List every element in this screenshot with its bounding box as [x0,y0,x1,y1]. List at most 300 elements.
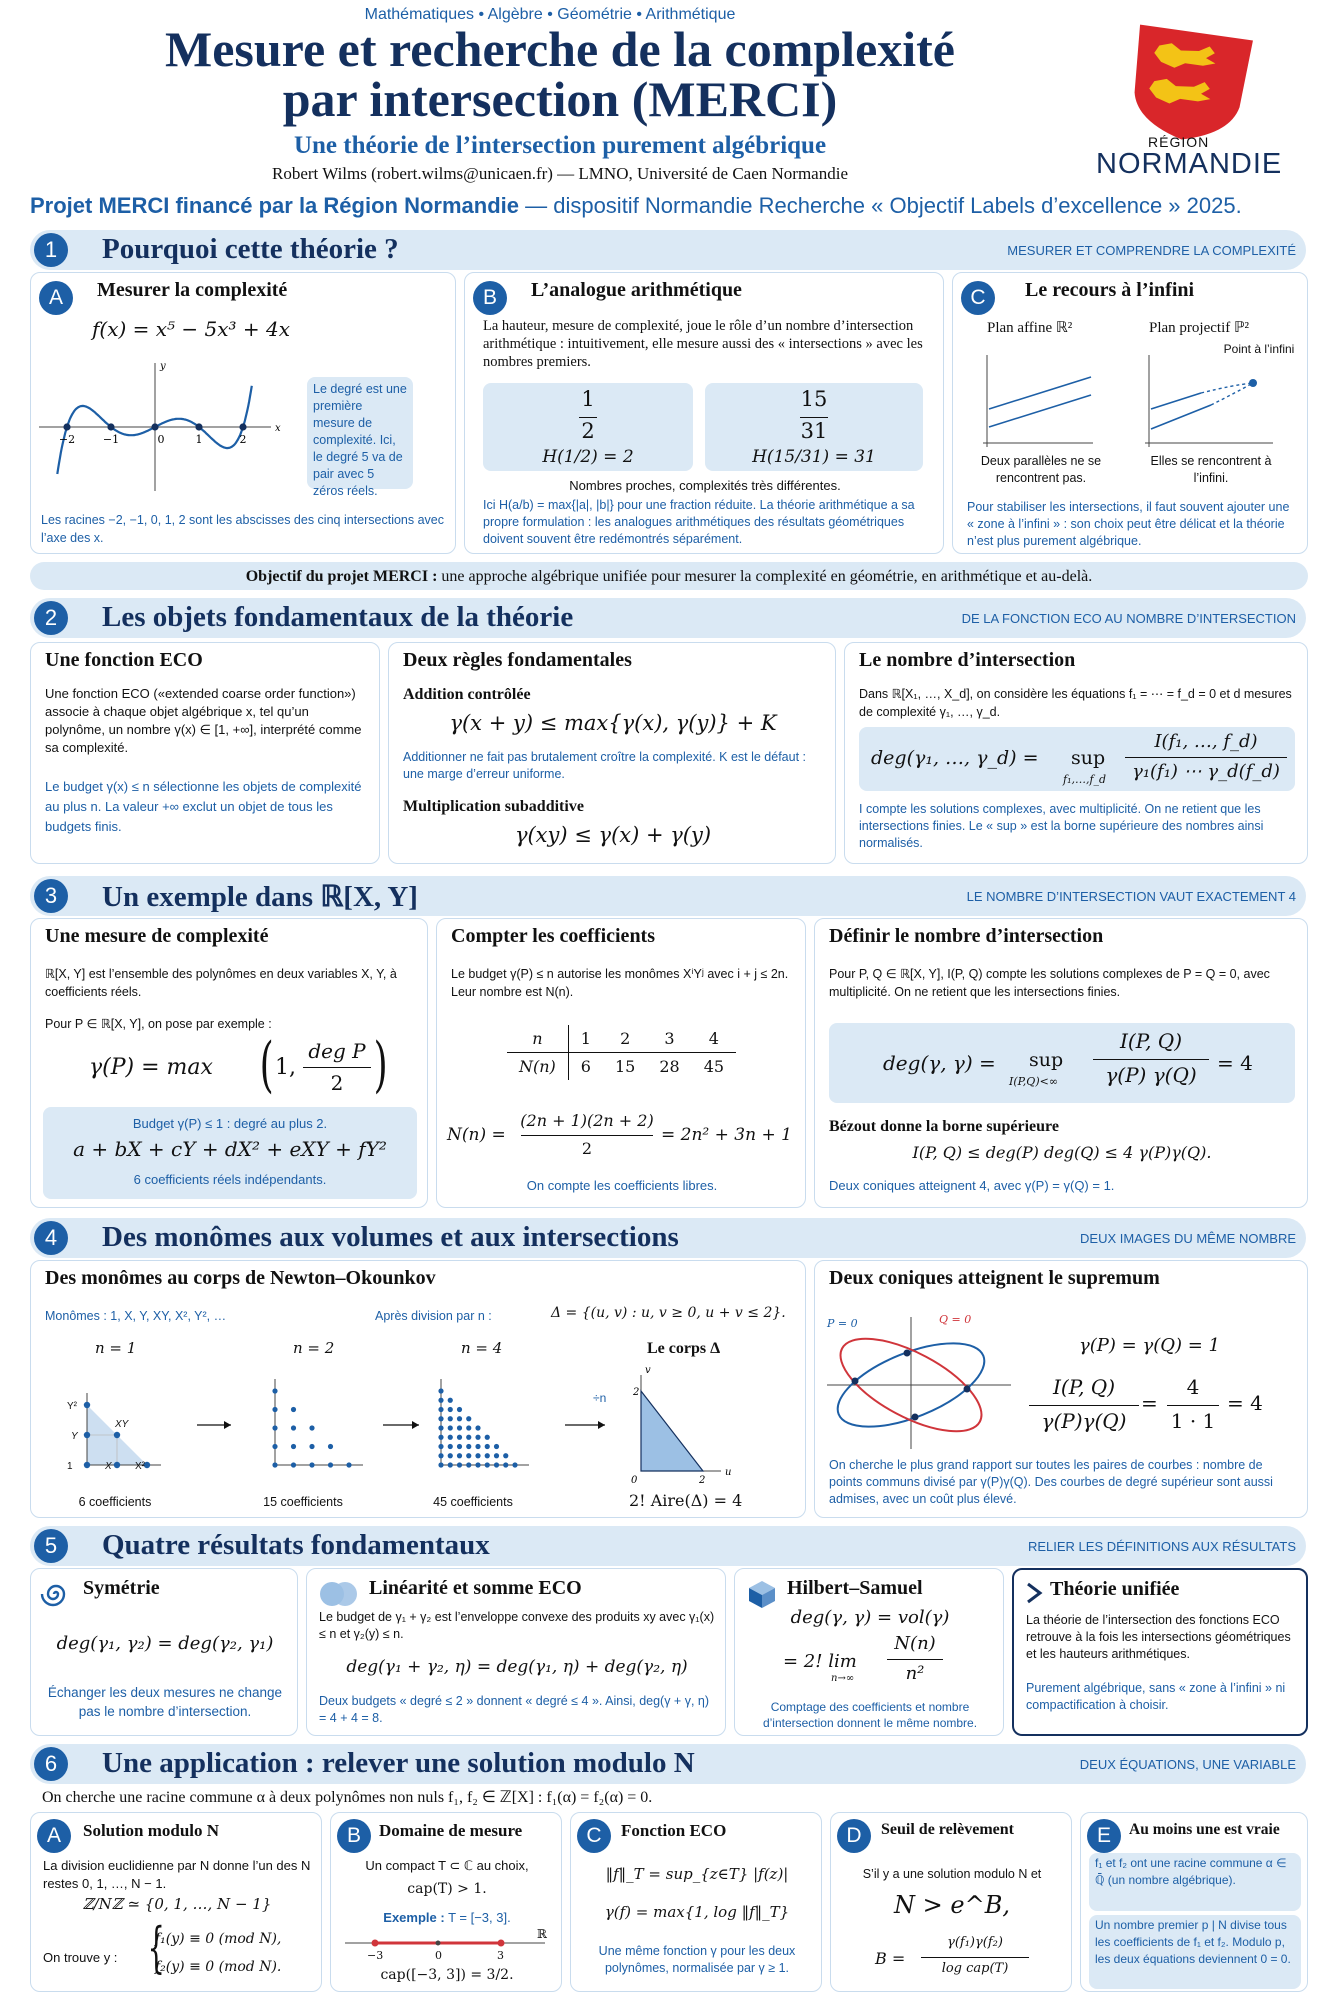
box-hilbert-samuel [734,1568,1004,1736]
fraction-bar [521,1135,653,1136]
lab-1: 1 [67,1461,73,1472]
n4-monomial-dot [438,1407,443,1412]
equals-sign: = [1141,1391,1158,1415]
table-cell: n [507,1025,568,1053]
n2-monomial-dot [291,1425,296,1430]
badge: C [577,1819,611,1853]
n4-monomial-dot [503,1453,508,1458]
arrow-head [412,1421,419,1429]
point-at-infinity-label: Point à l’infini [1223,342,1295,356]
root-tick-label: 1 [195,433,203,446]
ratio-den-2: 1 · 1 [1170,1409,1216,1433]
table-cell: 1 [568,1025,603,1053]
fraction-1-den: 2 [581,419,595,443]
fraction-1-num: 1 [581,387,595,411]
label-n1: n = 1 [95,1339,137,1357]
unified-caption: Purement algébrique, sans « zone à l’infini » ni compactification à choisir. [1026,1681,1286,1712]
section-number: 3 [34,879,68,913]
formula-lhs: deg(γ₁, …, γ_d) = [871,747,1039,769]
two-conics-diagram [821,1313,1021,1453]
table-cell: 6 [580,1057,591,1076]
root-tick-label: 0 [157,433,165,446]
n2-monomial-dot [272,1407,277,1412]
box-measure-domain [330,1812,562,1992]
formula-sup-sub: f₁,…,f_d [1063,773,1107,786]
cube-icon [747,1579,777,1609]
table-cell: 3 [647,1025,691,1053]
n4-monomial-dot [466,1453,471,1458]
box-title: Deux règles fondamentales [403,649,632,671]
root-tick-label: −2 [58,433,76,446]
n2-monomial-dot [272,1425,277,1430]
capacity-condition: cap(T) > 1. [407,1881,487,1897]
n2-monomial-dot [291,1444,296,1449]
delta-tick-label: u [725,1467,732,1478]
n1-monomial-dot [114,1432,120,1438]
height-text: La hauteur, mesure de complexité, joue le rôle d’un nombre d’intersection arithmétique : intuitivement, elle mesure aussi des « intersections » avec les nombres premiers. [483,318,923,370]
alternative-1: f₁ et f₂ ont une racine commune α ∈ ℚ̄ (un nombre algébrique). [1095,1856,1287,1887]
table-cell: 4 [692,1025,736,1053]
coefficients-count: 6 coefficients réels indépendants. [133,1172,327,1187]
parallel-lines-diagram [973,347,1293,451]
delta-definition: Δ = {(u, v) : u, v ≥ 0, u + v ≤ 2}. [551,1305,786,1321]
table-cell: 28 [659,1057,680,1076]
alt-1-panel [1089,1853,1301,1911]
fraction-2-num: 15 [800,387,828,411]
example-line [331,1909,563,1927]
box-title: L’analogue arithmétique [531,279,742,301]
funding-rest: — dispositif Normandie Recherche « Objectif Labels d’excellence » 2025. [518,193,1242,218]
fraction-bar [303,1067,371,1068]
intersection-caption: I compte les solutions complexes, avec multiplicité. On ne retient que les intersections finies. Le « sup » est la borne supérieure des nombres ainsi normalisés. [859,802,1264,850]
monomial-lattice-plots [31,1361,807,1491]
roots-caption: Les racines −2, −1, 0, 1, 2 sont les abscisses des cinq intersections avec l’axe des x. [41,513,444,545]
box-lifting-threshold [830,1812,1072,1992]
delta-tick-label: 2 [699,1475,706,1486]
section-title: Pourquoi cette théorie ? [102,233,399,265]
tick-0: 0 [435,1949,442,1962]
n4-monomial-dot [438,1398,443,1403]
n4-monomial-dot [457,1435,462,1440]
n4-monomial-dot [457,1416,462,1421]
count-table [507,1025,736,1080]
box-title: Symétrie [83,1577,160,1599]
threshold-text: S’il y a une solution modulo N et [862,1867,1042,1881]
n4-monomial-dot [512,1462,517,1467]
height-2: H(15/31) = 31 [752,447,876,467]
arrow-head [224,1421,231,1429]
after-division: Après division par n : [375,1309,492,1323]
n4-monomial-dot [448,1453,453,1458]
rule-2-title: Multiplication subadditive [403,798,584,815]
n4-monomial-dot [438,1425,443,1430]
root-tick-label: 2 [239,433,247,446]
find-y: On trouve y : [43,1950,118,1965]
section-5-header [30,1526,1306,1566]
n4-monomial-dot [457,1444,462,1449]
define-rhs: = 4 [1217,1051,1253,1075]
box-title: Mesurer la complexité [97,279,288,301]
budget-text: Budget γ(P) ≤ 1 : degré au plus 2. [132,1116,328,1131]
n2-monomial-dot [346,1462,351,1467]
section-tagline: DEUX IMAGES DU MÊME NOMBRE [1080,1231,1296,1246]
ring-definition: ℝ[X, Y] est l’ensemble des polynômes en deux variables X, Y, à coefficients réels. [45,967,397,999]
area-formula: 2! Aire(Δ) = 4 [629,1491,743,1510]
unified-text: La théorie de l’intersection des fonctions ECO retrouve à la fois les intersections géométriques et les hauteurs arithmétiques. [1026,1613,1291,1661]
section-tagline: LE NOMBRE D’INTERSECTION VAUT EXACTEMENT 4 [966,889,1296,904]
box-title: Le recours à l’infini [1025,279,1195,301]
box-title: Une mesure de complexité [45,925,269,947]
box-symmetry [30,1568,298,1736]
count-caption: On compte les coefficients libres. [526,1178,718,1193]
box-title: Compter les coefficients [451,925,656,947]
section-tagline: DE LA FONCTION ECO AU NOMBRE D’INTERSECTION [961,611,1296,626]
pose-text: Pour P ∈ ℝ[X, Y], on pose par exemple : [45,1017,272,1031]
budget-panel [43,1107,417,1199]
table-row [507,1025,736,1053]
label-corps: Le corps Δ [647,1340,721,1357]
section-1-header [30,230,1306,270]
fraction-2-den: 31 [800,419,828,443]
box-arithmetique [464,272,944,554]
box-linearity [306,1568,726,1736]
formula-den: γ₁(f₁) ⋯ γ_d(f_d) [1132,761,1280,782]
n1-monomial-dot [84,1462,90,1468]
section-3-header [30,876,1306,916]
formula-num: I(f₁, …, f_d) [1154,731,1258,752]
n4-monomial-dot [448,1398,453,1403]
gamma-den: 2 [330,1071,344,1095]
count-num: (2n + 1)(2n + 2) [520,1111,654,1130]
n1-monomial-dot [84,1402,90,1408]
box-define-intersection [814,918,1308,1208]
general-conic: a + bX + cY + dX² + eXY + fY² [73,1137,387,1161]
lab-y: Y [71,1431,78,1442]
box-at-least-one [1080,1812,1308,1992]
n4-monomial-dot [485,1453,490,1458]
logo-name-text: NORMANDIE [1096,148,1283,180]
bezout-title: Bézout donne la borne supérieure [829,1118,1059,1135]
n2-monomial-dot [272,1462,277,1467]
authors: Robert Wilms (robert.wilms@unicaen.fr) — LMNO, Université de Caen Normandie [272,164,848,183]
box-intersection-number [844,642,1308,864]
n4-monomial-dot [448,1425,453,1430]
n4-monomial-dot [438,1462,443,1467]
n4-monomial-dot [466,1444,471,1449]
n4-monomial-dot [466,1416,471,1421]
eco-budget: Le budget γ(x) ≤ n sélectionne les objets de complexité au plus n. La valeur +∞ exclut un objet de tous les budgets finis. [45,779,362,834]
arrow-head [598,1421,605,1429]
n4-monomial-dot [448,1462,453,1467]
lab-xy: XY [115,1419,129,1430]
section-tagline: MESURER ET COMPRENDRE LA COMPLEXITÉ [1007,243,1296,258]
n2-monomial-dot [309,1425,314,1430]
gamma-one: 1, [275,1055,296,1080]
hilbert-formula-2: = 2! lim [783,1651,857,1672]
application-intro: On cherche une racine commune α à deux polynômes non nuls f₁, f₂ ∈ ℤ[X] : f₁(α) = f₂(α) = 0. [42,1789,653,1806]
box-eco-application [570,1812,822,1992]
count-den: 2 [581,1139,593,1158]
section-number: 6 [34,1747,68,1781]
count-15: 15 coefficients [263,1495,343,1509]
n4-monomial-dot [475,1453,480,1458]
hilbert-caption: Comptage des coefficients et nombre d’intersection donnent le même nombre. [762,1700,978,1730]
define-num: I(P, Q) [1119,1029,1183,1053]
gamma-num: deg P [308,1039,366,1063]
projective-plane-label: Plan projectif ℙ² [1149,320,1249,336]
division-text: La division euclidienne par N donne l’un des N restes 0, 1, …, N − 1. [43,1858,311,1891]
n4-monomial-dot [466,1462,471,1467]
gamma-lhs: γ(P) = max [89,1055,213,1080]
delta-triangle [641,1391,703,1471]
define-text: Pour P, Q ∈ ℝ[X, Y], I(P, Q) compte les solutions complexes de P = Q = 0, avec multiplicité. On ne retient que les intersections finies. [829,967,1270,999]
topic-line: Mathématiques • Algèbre • Géométrie • Arithmétique [364,6,736,23]
lab-x2: X² [135,1461,145,1472]
equal-gamma: γ(P) = γ(Q) = 1 [1079,1335,1220,1356]
b-lhs: B = [875,1949,906,1968]
bezout-caption: Deux coniques atteignent 4, avec γ(P) = γ(Q) = 1. [829,1178,1115,1193]
section-2-header [30,598,1306,638]
funding-bold: Projet MERCI financé par la Région Normandie [30,193,519,218]
section-4-header [30,1218,1306,1258]
box-title: Fonction ECO [621,1821,727,1840]
box-title: Linéarité et somme ECO [369,1577,582,1599]
linearity-text: Le budget de γ₁ + γ₂ est l’enveloppe convexe des produits xy avec γ₁(x) ≤ n et γ₂(y) ≤ n. [319,1610,715,1641]
fraction-bar [1167,1405,1219,1406]
label-n2: n = 2 [293,1339,335,1357]
logo-region-text: RÉGION [1148,134,1210,150]
section-tagline: RELIER LES DÉFINITIONS AUX RÉSULTATS [1027,1539,1296,1554]
section-title: Les objets fondamentaux de la théorie [102,601,574,633]
title-line-1: Mesure et recherche de la complexité [165,21,955,77]
subtitle: Une théorie de l’intersection purement algébrique [293,132,827,159]
n2-monomial-dot [272,1388,277,1393]
overlapping-circles-icon [319,1581,359,1607]
box-title: Le nombre d’intersection [859,649,1076,671]
funding-line [30,193,1310,219]
badge: D [837,1819,871,1853]
n2-monomial-dot [291,1462,296,1467]
section-6-header [30,1744,1306,1784]
define-lhs: deg(γ, γ) = [883,1051,996,1075]
box-title: Théorie unifiée [1050,1578,1180,1600]
n4-monomial-dot [457,1425,462,1430]
box-conics [814,1260,1308,1518]
eco-definition: Une fonction ECO («extended coarse order function») associe à chaque objet algébrique x, tel qu’un polynôme, un nombre γ(x) ∈ [1, +∞], interprété comme sa complexité. [45,686,362,755]
ratio-result: = 4 [1227,1391,1263,1415]
n2-monomial-dot [309,1462,314,1467]
n4-monomial-dot [448,1444,453,1449]
intersection-setup: Dans ℝ[X₁, …, X_d], on considère les équations f₁ = ⋯ = f_d = 0 et d mesures de complexité γ₁, …, γ_d. [859,687,1292,719]
divide-label: ÷n [593,1391,607,1405]
fraction-bar [1125,757,1287,758]
n4-monomial-dot [466,1435,471,1440]
n4-monomial-dot [494,1444,499,1449]
conics-caption: On cherche le plus grand rapport sur toutes les paires de courbes : nombre de points communs divisé par γ(P)γ(Q). Des courbes de degré supérieur sont aussi admises, avec un coût plus élevé. [829,1458,1273,1506]
root-point [107,423,114,430]
n4-monomial-dot [466,1425,471,1430]
n4-monomial-dot [438,1435,443,1440]
n1-monomial-dot [114,1462,120,1468]
example-bold: Exemple : [383,1910,445,1925]
fraction-bar [800,417,828,418]
n4-monomial-dot [503,1462,508,1467]
n4-monomial-dot [475,1435,480,1440]
limit-sub: n→∞ [831,1673,855,1684]
hilbert-num: N(n) [894,1633,936,1654]
box-infini [952,272,1308,554]
spiral-icon [43,1581,69,1607]
budget-monomials: Le budget γ(P) ≤ n autorise les monômes XⁱYʲ avec i + j ≤ 2n. Leur nombre est N(n). [451,967,789,999]
ratio-num-2: 4 [1186,1375,1200,1399]
n4-monomial-dot [475,1462,480,1467]
root-tick-label: −1 [102,433,120,446]
hilbert-formula-1: deg(γ, γ) = vol(γ) [790,1607,950,1628]
label-q0: Q = 0 [939,1313,972,1326]
section-number: 4 [34,1221,68,1255]
tick-3: 3 [497,1949,504,1962]
label-n4: n = 4 [461,1339,503,1357]
n4-monomial-dot [438,1444,443,1449]
fraction-bar [1029,1405,1139,1406]
define-formula-panel [829,1023,1295,1103]
box-title: Au moins une est vraie [1129,1821,1280,1838]
objective-bold: Objectif du projet MERCI : [245,568,438,585]
box-title: Solution modulo N [83,1821,220,1840]
compact-text: Un compact T ⊂ ℂ au choix, [365,1858,529,1873]
n2-monomial-dot [291,1407,296,1412]
polynomial-formula: f(x) = x⁵ − 5x³ + 4x [91,317,291,341]
section-tagline: DEUX ÉQUATIONS, UNE VARIABLE [1079,1757,1296,1772]
rule-2-formula: γ(xy) ≤ γ(x) + γ(y) [514,823,712,847]
y-axis-label: y [160,361,166,372]
brace: { [147,1916,165,1979]
tick-minus-3: −3 [367,1949,384,1962]
n4-monomial-dot [448,1407,453,1412]
define-den: γ(P) γ(Q) [1105,1063,1197,1087]
intersection-formula-panel [859,727,1295,791]
section-title: Un exemple dans ℝ[X, Y] [102,881,418,913]
table-cell: N(n) [507,1053,568,1081]
box-rules [388,642,836,864]
define-sup: sup [1029,1049,1064,1071]
chevron-right-icon [1024,1582,1044,1604]
n2-monomial-dot [309,1444,314,1449]
n4-monomial-dot [457,1453,462,1458]
formula-sup: sup [1071,747,1106,769]
section-title: Une application : relever une solution modulo N [102,1747,695,1779]
box-title: Des monômes au corps de Newton–Okounkov [45,1267,436,1289]
objective-text [30,567,1308,586]
box-unified-theory [1012,1568,1308,1736]
box-newton-okounkov [30,1260,806,1518]
box-title: Domaine de mesure [379,1821,523,1840]
lab-x: X [105,1461,112,1472]
n4-monomial-dot [448,1435,453,1440]
delta-tick-label: 2 [633,1387,640,1398]
n4-monomial-dot [475,1444,480,1449]
x-axis-label: x [275,423,281,434]
section-number: 5 [34,1529,68,1563]
alternative-2: Un nombre premier p | N divise tous les coefficients de f₁ et f₂. Modulo p, les deux équations deviennent 0 = 0. [1095,1918,1291,1966]
box-counting [436,918,806,1208]
fraction-bar [579,417,597,418]
congruence-2: f₂(y) ≡ 0 (mod N). [155,1959,282,1975]
alt-2-panel [1089,1915,1301,1989]
section-number: 2 [34,601,68,635]
eco-app-caption: Une même fonction γ pour les deux polynômes, normalisée par γ ≥ 1. [598,1944,796,1975]
title-line-2: par intersection (MERCI) [282,71,838,127]
monomials-list: Monômes : 1, X, Y, XY, X², Y², … [45,1309,227,1323]
count-6: 6 coefficients [78,1495,152,1509]
fraction-bar [1093,1059,1209,1060]
b-num: γ(f₁)γ(f₂) [947,1935,1003,1950]
degree-note: Le degré est une première mesure de complexité. Ici, le degré 5 va de pair avec 5 zéros réels. [307,377,413,489]
n4-monomial-dot [485,1444,490,1449]
symmetry-formula: deg(γ₁, γ₂) = deg(γ₂, γ₁) [56,1633,274,1654]
delta-tick-label: v [645,1365,651,1376]
n2-monomial-dot [328,1462,333,1467]
paren-left: ( [259,1030,274,1100]
linearity-caption: Deux budgets « degré ≤ 2 » donnent « degré ≤ 4 ». Ainsi, deg(γ + γ, η) = 4 + 4 = 8. [319,1694,710,1725]
residues-formula: ℤ/Nℤ ≃ {0, 1, …, N − 1} [82,1895,272,1913]
objective-banner [30,562,1308,590]
section-title: Quatre résultats fondamentaux [102,1529,490,1561]
ratio-num: I(P, Q) [1052,1375,1116,1399]
badge: A [37,1819,71,1853]
fraction-bar [921,1957,1029,1958]
n4-monomial-dot [457,1407,462,1412]
root-point [195,423,202,430]
rule-1-caption: Additionner ne fait pas brutalement croître la complexité. K est le défaut : une marge d’erreur uniforme. [403,750,806,781]
box-title: Définir le nombre d’intersection [829,925,1104,947]
threshold-inequality: N > e^B, [894,1891,1010,1919]
box-title: Seuil de relèvement [881,1821,1015,1838]
box-complexity-measure [30,918,428,1208]
congruence-1: f₁(y) ≡ 0 (mod N), [155,1931,282,1947]
n4-monomial-dot [475,1425,480,1430]
count-lhs: N(n) = [447,1125,506,1145]
ratio-den: γ(P)γ(Q) [1041,1409,1127,1433]
rule-1-formula: γ(x + y) ≤ max{γ(x), γ(y)} + K [449,711,777,735]
box-title: Une fonction ECO [45,649,203,671]
affine-caption: Deux parallèles ne se rencontrent pas. [980,454,1102,485]
height-caption: Ici H(a/b) = max{|a|, |b|} pour une fraction réduite. La théorie arithmétique a sa propre formulation : les analogues arithmétiques des résultats géométriques doivent souvent être redémontrés séparément. [483,498,915,546]
n4-monomial-dot [457,1462,462,1467]
paren-right: ) [373,1030,388,1100]
objective-rest: une approche algébrique unifiée pour mesurer la complexité en géométrie, en arithmétique et au-delà. [437,568,1093,585]
box-solution-mod-n [30,1812,322,1992]
count-45: 45 coefficients [433,1495,513,1509]
n2-monomial-dot [272,1444,277,1449]
b-den: log cap(T) [941,1961,1009,1976]
region-logo [1096,28,1286,178]
label-p0: P = 0 [827,1317,858,1330]
infinity-caption: Pour stabiliser les intersections, il faut souvent ajouter une « zone à l’infini » : son choix peut être délicat et la théorie n’est plus purement algébrique. [967,500,1290,548]
page-title [60,21,1060,127]
count-rhs: = 2n² + 3n + 1 [661,1125,792,1145]
table-cell: 45 [703,1057,725,1076]
box-title: Deux coniques atteignent le supremum [829,1267,1160,1289]
root-point [151,423,158,430]
rule-1-title: Addition contrôlée [403,686,531,703]
gamma-log: γ(f) = max{1, log ‖f‖_T} [604,1903,790,1921]
n4-monomial-dot [438,1453,443,1458]
affine-plane-label: Plan affine ℝ² [987,320,1073,336]
n4-monomial-dot [494,1453,499,1458]
n4-monomial-dot [485,1435,490,1440]
badge: E [1087,1819,1121,1853]
